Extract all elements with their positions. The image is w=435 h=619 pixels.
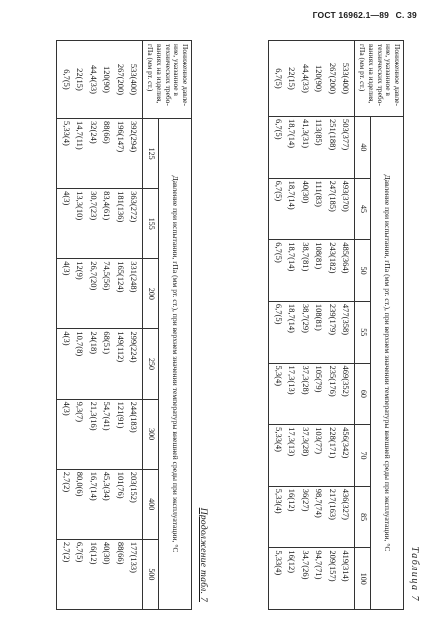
test-pressure-cell: 24(18) <box>86 329 100 399</box>
reduced-pressure-cell: 267(200) <box>325 41 339 117</box>
reduced-pressure-cell: 22(15) <box>285 41 299 117</box>
test-pressure-cell: 45,3(34) <box>100 469 114 539</box>
test-pressure-cell: 17,3(13) <box>285 363 299 425</box>
table-row <box>269 41 285 610</box>
table-row <box>127 41 143 610</box>
test-pressure-cell: 68(51) <box>100 329 114 399</box>
temperature-header: 50 <box>355 240 371 302</box>
temperature-header: 45 <box>355 178 371 240</box>
reduced-pressure-cell: 120(90) <box>312 41 326 117</box>
temperature-header: 125 <box>143 119 159 189</box>
reduced-pressure-cell: 6,7(5) <box>57 41 73 119</box>
test-pressure-cell: 203(152) <box>127 469 143 539</box>
test-pressure-cell: 228(171) <box>325 425 339 487</box>
table-row <box>100 41 114 610</box>
test-pressure-cell: 456(342) <box>339 425 355 487</box>
continuation-title-text: Продолжение табл. 7 <box>198 507 208 602</box>
test-pressure-cell: 105(79) <box>312 363 326 425</box>
test-pressure-cell: 88(66) <box>100 119 114 189</box>
test-pressure-cell: 9,3(7) <box>73 399 87 469</box>
test-pressure-cell: 111(83) <box>312 178 326 240</box>
reduced-pressure-cell: 533(400) <box>339 41 355 117</box>
table-row <box>86 41 100 610</box>
test-pressure-cell: 299(224) <box>127 329 143 399</box>
table-row <box>339 41 355 610</box>
test-pressure-cell: 16(12) <box>285 548 299 610</box>
test-pressure-cell: 165(124) <box>113 259 127 329</box>
table-7-title: Таблица 7 <box>409 546 420 602</box>
table-row <box>325 41 339 610</box>
row-header: Пониженное давле-ние, указанное в технических требо-ваниях на изделия, гПа (мм рт. ст.) <box>143 41 192 119</box>
test-pressure-cell: 2,7(2) <box>57 539 73 609</box>
table-row <box>113 41 127 610</box>
test-pressure-cell: 209(157) <box>325 548 339 610</box>
test-pressure-cell: 392(294) <box>127 119 143 189</box>
test-pressure-cell: 6,7(5) <box>269 301 285 363</box>
test-pressure-cell: 18,7(14) <box>285 178 299 240</box>
test-pressure-cell: 477(358) <box>339 301 355 363</box>
reduced-pressure-cell: 44,4(33) <box>86 41 100 119</box>
table-7-block <box>225 40 420 610</box>
test-pressure-cell: 37,3(28) <box>298 363 312 425</box>
test-pressure-cell: 493(370) <box>339 178 355 240</box>
test-pressure-cell: 21,3(16) <box>86 399 100 469</box>
test-pressure-cell: 30,7(23) <box>86 189 100 259</box>
test-pressure-cell: 469(352) <box>339 363 355 425</box>
temperature-header: 155 <box>143 189 159 259</box>
test-pressure-cell: 80,0(6) <box>73 469 87 539</box>
standard-number: ГОСТ 16962.1—89 <box>312 10 390 20</box>
temperature-header: 300 <box>143 399 159 469</box>
test-pressure-cell: 18,7(14) <box>285 301 299 363</box>
test-pressure-cell: 16(12) <box>285 486 299 548</box>
test-pressure-cell: 331(248) <box>127 259 143 329</box>
temperature-header: 400 <box>143 469 159 539</box>
test-pressure-cell: 177(133) <box>127 539 143 609</box>
test-pressure-cell: 6,7(5) <box>269 240 285 302</box>
test-pressure-cell: 217(163) <box>325 486 339 548</box>
test-pressure-cell: 36(27) <box>298 486 312 548</box>
table-7-continuation-title <box>198 508 208 602</box>
test-pressure-cell: 34,7(26) <box>298 548 312 610</box>
table-row <box>298 41 312 610</box>
reduced-pressure-cell: 44,4(33) <box>298 41 312 117</box>
test-pressure-cell: 17,3(13) <box>285 425 299 487</box>
test-pressure-cell: 38,7(29) <box>298 301 312 363</box>
temperature-header: 100 <box>355 548 371 610</box>
temperature-header: 250 <box>143 329 159 399</box>
temperature-header: 55 <box>355 301 371 363</box>
test-pressure-cell: 5,3(4) <box>269 363 285 425</box>
group-header: Давление при испытании, гПа (мм рт. ст.), при верхнем значении температуры внешней среды при эксплуатации, °С <box>159 119 192 610</box>
table-7 <box>268 40 404 610</box>
test-pressure-cell: 113(85) <box>312 117 326 179</box>
temperature-header: 85 <box>355 486 371 548</box>
test-pressure-cell: 503(377) <box>339 117 355 179</box>
test-pressure-cell: 4(3) <box>57 329 73 399</box>
temperature-header: 70 <box>355 425 371 487</box>
reduced-pressure-cell: 22(15) <box>73 41 87 119</box>
test-pressure-cell: 4(3) <box>57 189 73 259</box>
test-pressure-cell: 363(272) <box>127 189 143 259</box>
test-pressure-cell: 13,3(10) <box>73 189 87 259</box>
row-header: Пониженное давле-ние, указанное в технических требо-ваниях на изделия, гПа (мм рт. ст.) <box>355 41 404 117</box>
test-pressure-cell: 121(91) <box>113 399 127 469</box>
test-pressure-cell: 4(3) <box>57 399 73 469</box>
test-pressure-cell: 88(66) <box>113 539 127 609</box>
test-pressure-cell: 436(327) <box>339 486 355 548</box>
rotated-content <box>20 40 420 610</box>
test-pressure-cell: 10,7(8) <box>73 329 87 399</box>
test-pressure-cell: 98,7(74) <box>312 486 326 548</box>
test-pressure-cell: 83,4(61) <box>100 189 114 259</box>
test-pressure-cell: 41,3(31) <box>298 117 312 179</box>
test-pressure-cell: 18,7(14) <box>285 117 299 179</box>
test-pressure-cell: 12(9) <box>73 259 87 329</box>
test-pressure-cell: 244(183) <box>127 399 143 469</box>
test-pressure-cell: 16,7(14) <box>86 469 100 539</box>
test-pressure-cell: 196(147) <box>113 119 127 189</box>
reduced-pressure-cell: 533(400) <box>127 41 143 119</box>
table-7-continuation <box>56 40 192 610</box>
temperature-header: 500 <box>143 539 159 609</box>
test-pressure-cell: 26,7(20) <box>86 259 100 329</box>
test-pressure-cell: 149(112) <box>113 329 127 399</box>
temperature-header: 40 <box>355 117 371 179</box>
test-pressure-cell: 2,7(2) <box>57 469 73 539</box>
test-pressure-cell: 103(77) <box>312 425 326 487</box>
test-pressure-cell: 251(188) <box>325 117 339 179</box>
test-pressure-cell: 6,7(5) <box>269 178 285 240</box>
table-row <box>73 41 87 610</box>
test-pressure-cell: 16(12) <box>86 539 100 609</box>
test-pressure-cell: 108(81) <box>312 301 326 363</box>
test-pressure-cell: 6,7(5) <box>269 117 285 179</box>
test-pressure-cell: 40(30) <box>100 539 114 609</box>
table-row <box>312 41 326 610</box>
test-pressure-cell: 5,33(4) <box>57 119 73 189</box>
test-pressure-cell: 419(314) <box>339 548 355 610</box>
group-header: Давление при испытании, гПа (мм рт. ст.), при верхнем значении температуры внешней среды при эксплуатации, °С <box>371 117 404 610</box>
test-pressure-cell: 38,7(81) <box>298 240 312 302</box>
test-pressure-cell: 4(3) <box>57 259 73 329</box>
test-pressure-cell: 6,7(5) <box>73 539 87 609</box>
test-pressure-cell: 239(179) <box>325 301 339 363</box>
table-7-continuation-block <box>28 40 208 610</box>
test-pressure-cell: 5,33(4) <box>269 425 285 487</box>
reduced-pressure-cell: 6,7(5) <box>269 41 285 117</box>
test-pressure-cell: 108(81) <box>312 240 326 302</box>
test-pressure-cell: 94,7(71) <box>312 548 326 610</box>
page-number: С. 39 <box>395 10 417 20</box>
test-pressure-cell: 101(76) <box>113 469 127 539</box>
temperature-header: 200 <box>143 259 159 329</box>
test-pressure-cell: 32(24) <box>86 119 100 189</box>
test-pressure-cell: 18,7(14) <box>285 240 299 302</box>
test-pressure-cell: 235(176) <box>325 363 339 425</box>
test-pressure-cell: 243(182) <box>325 240 339 302</box>
test-pressure-cell: 5,33(4) <box>269 548 285 610</box>
test-pressure-cell: 247(185) <box>325 178 339 240</box>
test-pressure-cell: 37,3(28) <box>298 425 312 487</box>
test-pressure-cell: 54,7(41) <box>100 399 114 469</box>
test-pressure-cell: 74,5(56) <box>100 259 114 329</box>
test-pressure-cell: 40(30) <box>298 178 312 240</box>
test-pressure-cell: 181(136) <box>113 189 127 259</box>
temperature-header: 60 <box>355 363 371 425</box>
test-pressure-cell: 485(364) <box>339 240 355 302</box>
test-pressure-cell: 14,7(11) <box>73 119 87 189</box>
test-pressure-cell: 5,33(4) <box>269 486 285 548</box>
reduced-pressure-cell: 120(90) <box>100 41 114 119</box>
page-header <box>309 10 417 20</box>
table-row <box>285 41 299 610</box>
reduced-pressure-cell: 267(200) <box>113 41 127 119</box>
table-row <box>57 41 73 610</box>
